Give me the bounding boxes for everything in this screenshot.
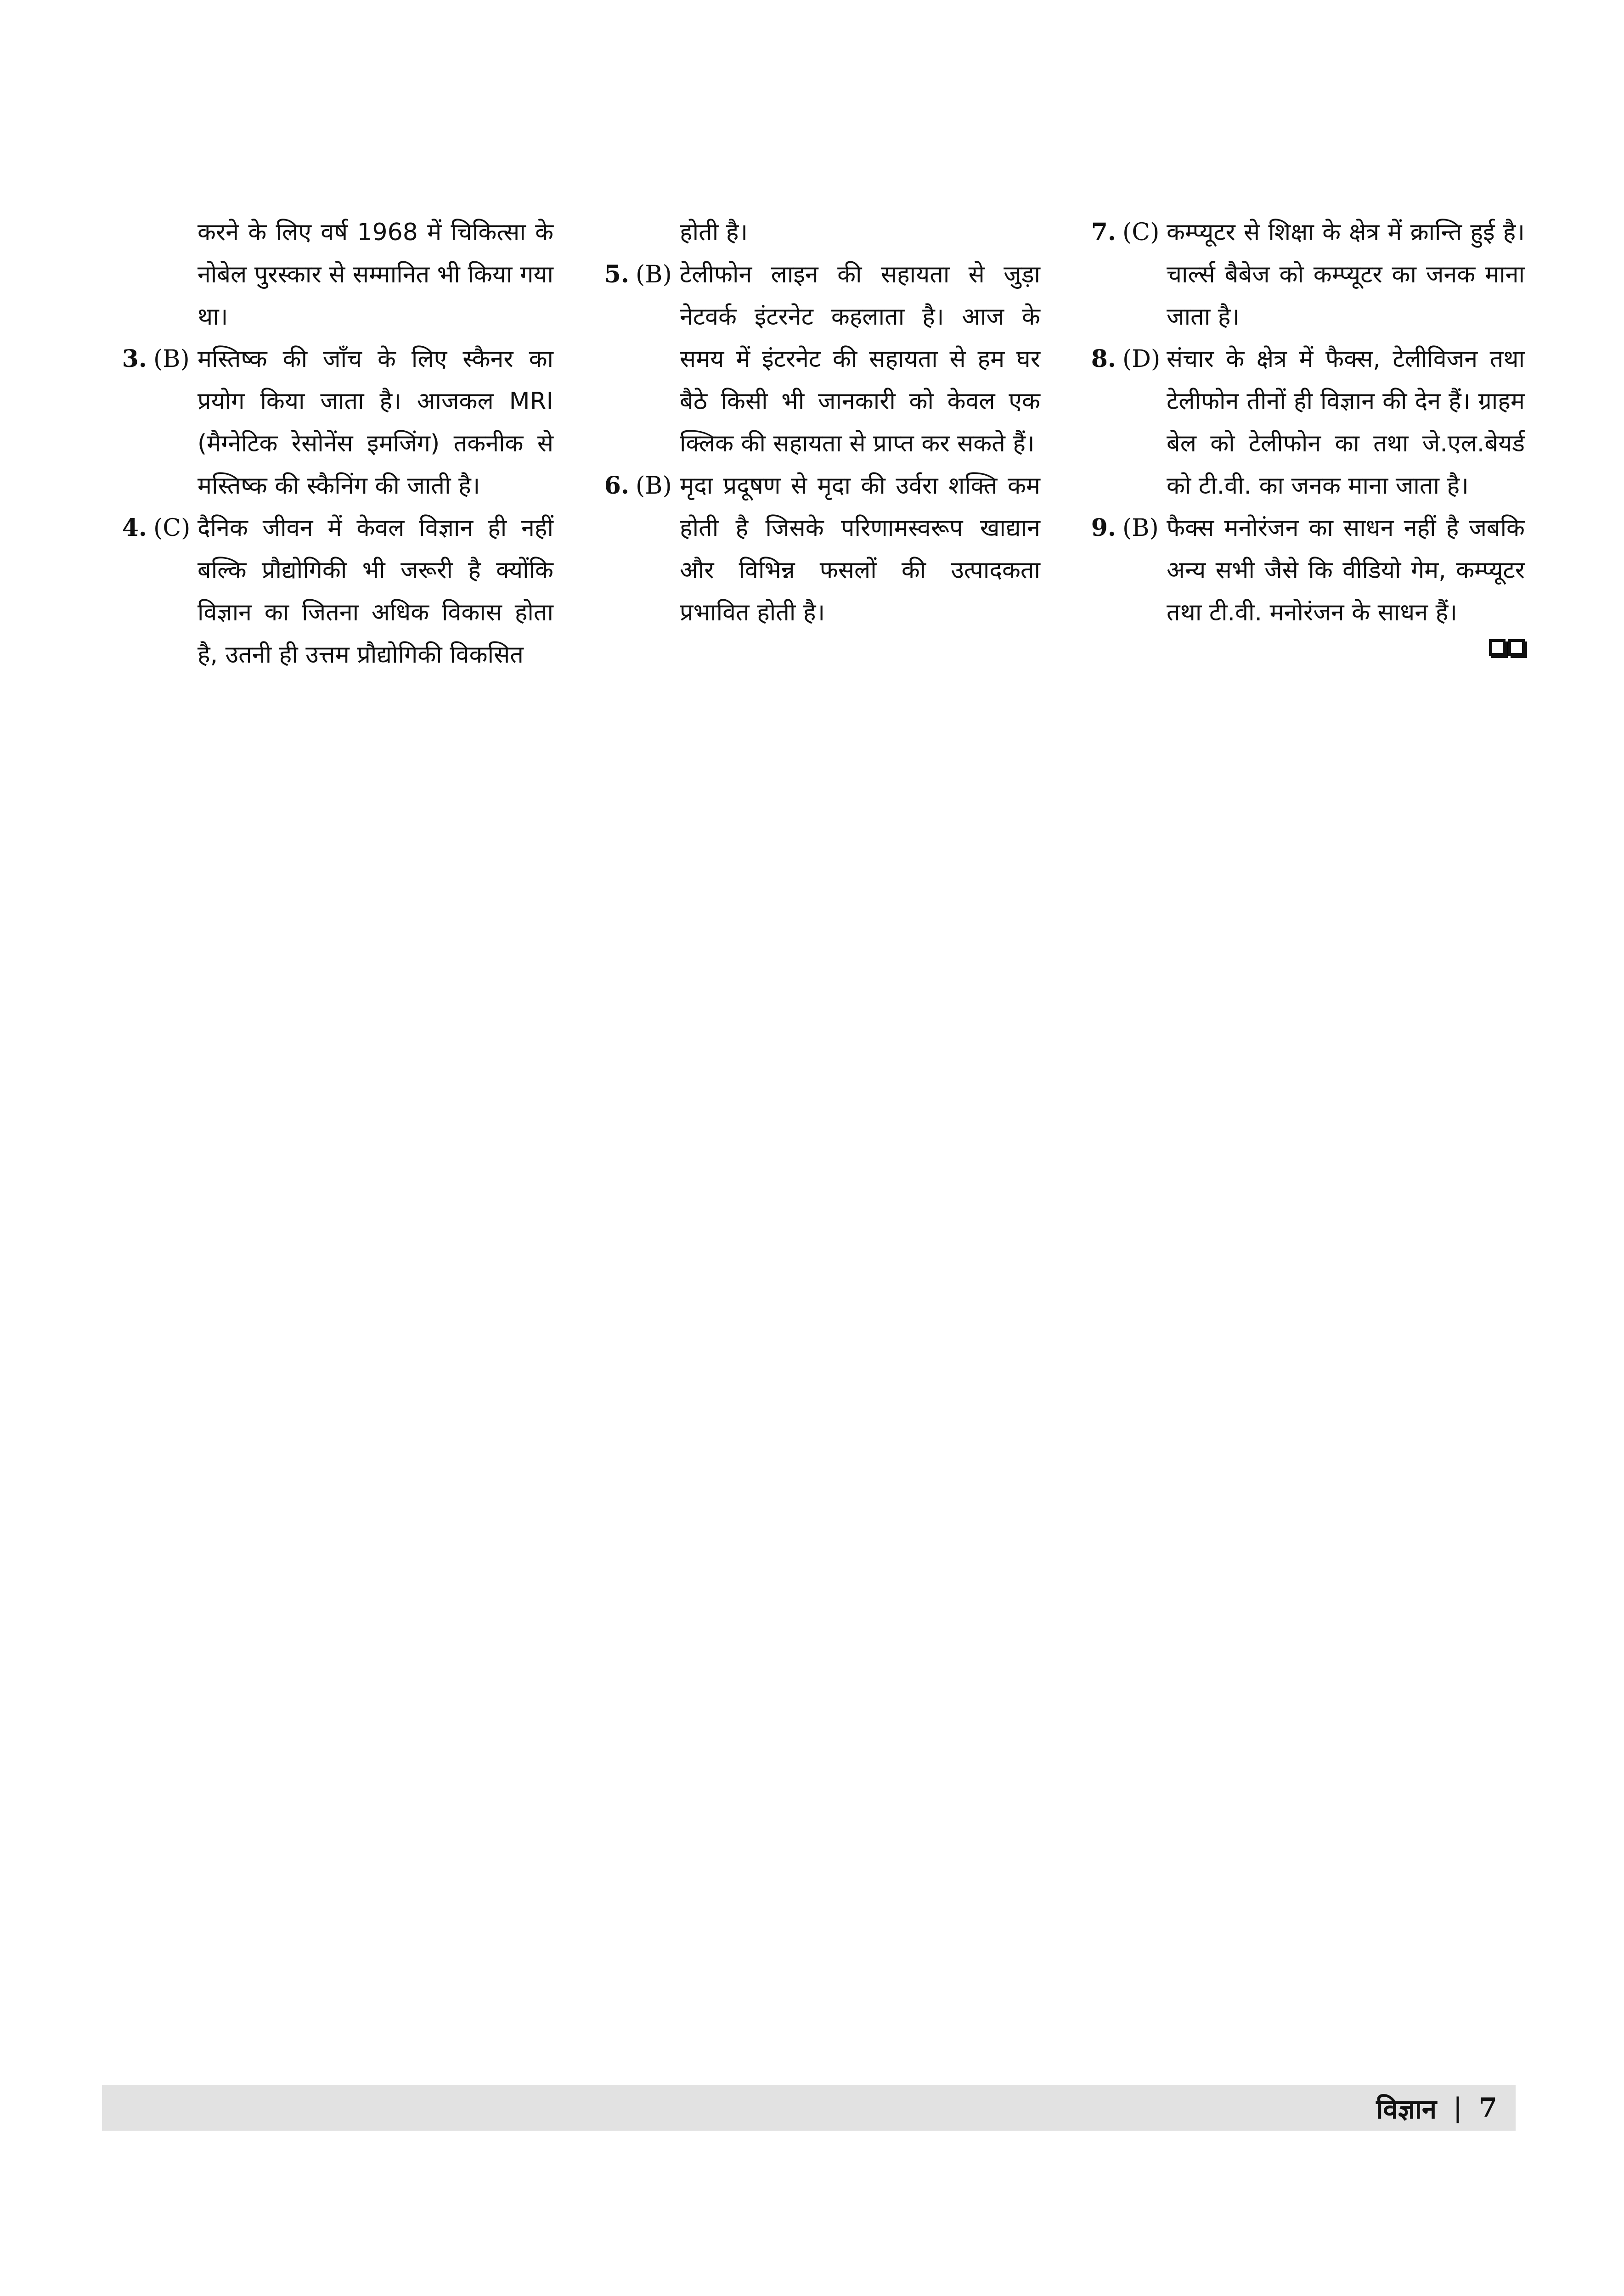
answer-7 — [1084, 211, 1525, 338]
answer-3 — [115, 338, 553, 507]
end-of-section-mark — [1084, 639, 1525, 656]
answer-option: (B) — [636, 261, 672, 288]
answer-number: 6. — [604, 472, 629, 500]
answer-5 — [597, 253, 1040, 465]
answer-text: मृदा प्रदूषण से मृदा की उर्वरा शक्ति कम होती है जिसके परिणामस्वरूप खाद्यान और विभिन्न फसलों की उत्पादकता प्रभावित होती है। — [680, 472, 1040, 626]
answer-option: (C) — [1122, 219, 1160, 246]
continuation-text: करने के लिए वर्ष 1968 में चिकित्सा के नोबेल पुरस्कार से सम्मानित भी किया गया था। — [197, 219, 553, 331]
answer-number: 4. — [122, 514, 147, 542]
answer-option: (C) — [153, 514, 191, 542]
footer-separator: | — [1453, 2092, 1462, 2123]
answer-text: संचार के क्षेत्र में फैक्स, टेलीविजन तथा टेलीफोन तीनों ही विज्ञान की देन हैं। ग्राहम बेल को टेलीफोन का तथा जे.एल.बेयर्ड को टी.वी. का जनक माना जाता है। — [1167, 345, 1525, 500]
answer-number: 3. — [122, 345, 147, 373]
column-3 — [1084, 211, 1525, 656]
answer-text: टेलीफोन लाइन की सहायता से जुड़ा नेटवर्क इंटरनेट कहलाता है। आज के समय में इंटरनेट की सहायता से हम घर बैठे किसी भी जानकारी को केवल एक क्लिक की सहायता से प्राप्त कर सकते हैं। — [680, 261, 1040, 457]
answer-number: 8. — [1091, 345, 1116, 373]
page-footer — [102, 2085, 1516, 2131]
answer-option: (D) — [1122, 345, 1161, 373]
answer-4 — [115, 507, 553, 676]
square-icon — [1489, 639, 1506, 656]
footer-subject: विज्ञान — [1376, 2093, 1437, 2125]
answer-text: दैनिक जीवन में केवल विज्ञान ही नहीं बल्कि प्रौद्योगिकी भी जरूरी है क्योंकि विज्ञान का जितना अधिक विकास होता है, उतनी ही उत्तम प्रौद्योगिकी विकसित — [197, 514, 553, 669]
column-1 — [115, 211, 553, 676]
answer-8 — [1084, 338, 1525, 507]
answer-option: (B) — [153, 345, 190, 373]
answer-text: कम्प्यूटर से शिक्षा के क्षेत्र में क्रान्ति हुई है। चार्ल्स बैबेज को कम्प्यूटर का जनक माना जाता है। — [1167, 219, 1525, 331]
continuation-text: होती है। — [680, 219, 748, 246]
answer-9 — [1084, 507, 1525, 634]
page-number: 7 — [1478, 2092, 1497, 2123]
answer-number: 9. — [1091, 514, 1116, 542]
column-2 — [597, 211, 1040, 634]
answer-6 — [597, 465, 1040, 634]
answer-number: 7. — [1091, 218, 1116, 246]
answer-option: (B) — [636, 472, 672, 500]
answer-text: फैक्स मनोरंजन का साधन नहीं है जबकि अन्य सभी जैसे कि वीडियो गेम, कम्प्यूटर तथा टी.वी. मनोरंजन के साधन हैं। — [1167, 514, 1525, 626]
square-icon — [1508, 639, 1525, 656]
answer-text: मस्तिष्क की जाँच के लिए स्कैनर का प्रयोग किया जाता है। आजकल MRI (मैग्नेटिक रेसोनेंस इमजिंग) तकनीक से मस्तिष्क की स्कैनिंग की जाती है। — [197, 345, 553, 500]
answer-option: (B) — [1122, 514, 1159, 542]
answer-number: 5. — [604, 260, 629, 288]
